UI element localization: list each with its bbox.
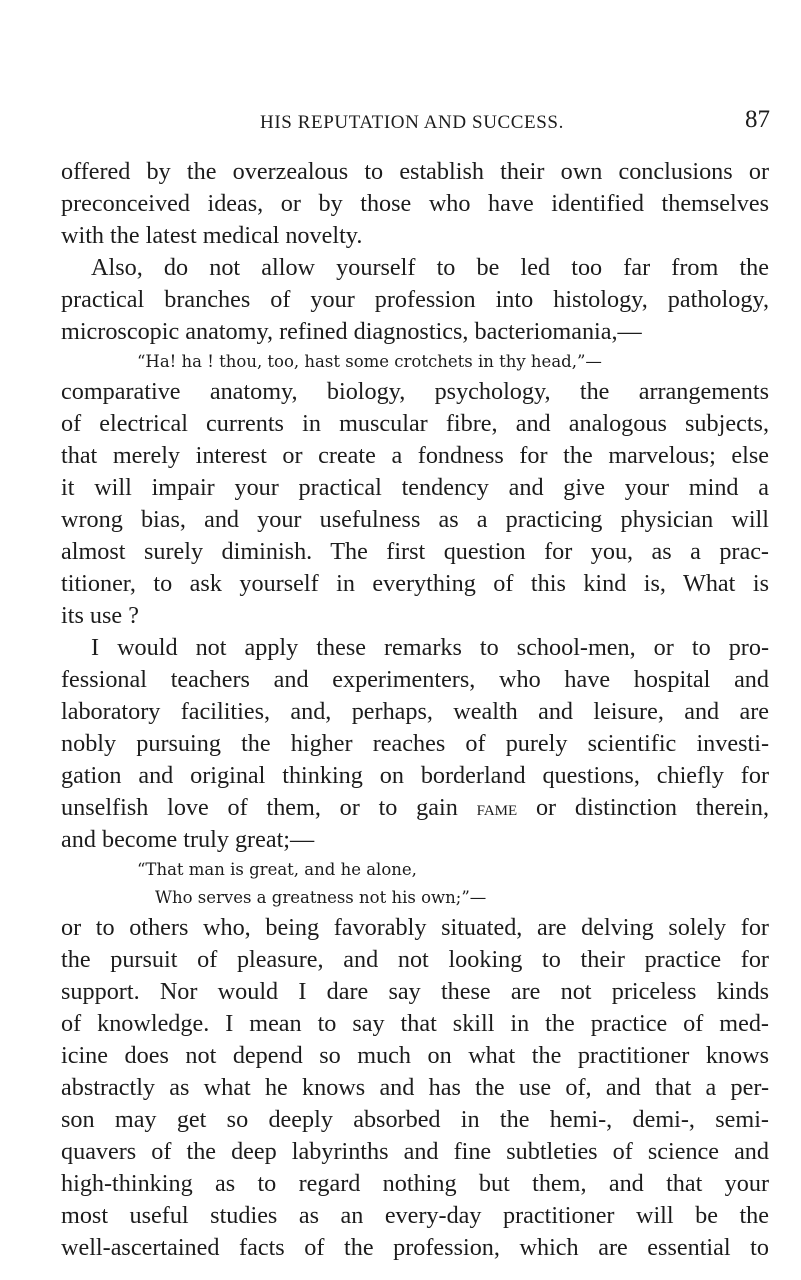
text-line: its use ? [61, 602, 139, 629]
text-line: of knowledge. I mean to say that skill in the practice of med- [61, 1010, 769, 1037]
text-segment: unselfish love of them, or to gain [61, 794, 458, 821]
text-line: wrong bias, and your usefulness as a practicing physician will [61, 506, 769, 533]
text-line: most useful studies as an every-day practitioner will be the [61, 1202, 769, 1229]
text-line: Also, do not allow yourself to be led too far from the [91, 254, 769, 281]
text-line: or to others who, being favorably situated, are delving solely for [61, 914, 769, 941]
text-line: titioner, to ask yourself in everything of this kind is, What is [61, 570, 769, 597]
text-line: it will impair your practical tendency and give your mind a [61, 474, 769, 501]
text-line [61, 792, 769, 824]
text-line: almost surely diminish. The first question for you, as a prac- [61, 538, 769, 565]
text-line: comparative anatomy, biology, psychology, the arrangements [61, 378, 769, 405]
small-caps-word: fame [476, 796, 518, 820]
text-line: nobly pursuing the higher reaches of purely scientific investi- [61, 730, 769, 757]
text-line: abstractly as what he knows and has the use of, and that a per- [61, 1074, 769, 1101]
body-text [61, 156, 769, 1264]
text-line: that merely interest or create a fondness for the marvelous; else [61, 442, 769, 469]
text-line: with the latest medical novelty. [61, 222, 363, 249]
page-number: 87 [745, 106, 770, 133]
text-line: high-thinking as to regard nothing but them, and that your [61, 1170, 769, 1197]
text-line: the pursuit of pleasure, and not looking to their practice for [61, 946, 769, 973]
text-line: practical branches of your profession into histology, pathology, [61, 286, 769, 313]
text-line: son may get so deeply absorbed in the hemi-, demi-, semi- [61, 1106, 769, 1133]
verse-quote: “Ha! ha ! thou, too, hast some crotchets in thy head,”— [137, 352, 602, 371]
text-line: gation and original thinking on borderland questions, chiefly for [61, 762, 769, 789]
text-segment: or distinction therein, [535, 794, 769, 821]
text-line: quavers of the deep labyrinths and fine subtleties of science and [61, 1138, 769, 1165]
text-line: icine does not depend so much on what the practitioner knows [61, 1042, 769, 1069]
text-line: well-ascertained facts of the profession, which are essential to [61, 1234, 769, 1261]
text-line: fessional teachers and experimenters, who have hospital and [61, 666, 769, 693]
text-line: laboratory facilities, and, perhaps, wealth and leisure, and are [61, 698, 769, 725]
text-line: support. Nor would I dare say these are not priceless kinds [61, 978, 769, 1005]
verse-quote-line: “That man is great, and he alone, [137, 860, 417, 879]
text-line: microscopic anatomy, refined diagnostics, bacteriomania,— [61, 318, 642, 345]
text-line: offered by the overzealous to establish their own conclusions or [61, 158, 769, 185]
text-line: and become truly great;— [61, 826, 315, 853]
text-line: I would not apply these remarks to school-men, or to pro- [91, 634, 769, 661]
verse-quote-line: Who serves a greatness not his own;”— [155, 888, 487, 907]
running-head: HIS REPUTATION AND SUCCESS. [260, 112, 564, 133]
text-line: of electrical currents in muscular fibre, and analogous subjects, [61, 410, 769, 437]
text-line: preconceived ideas, or by those who have identified themselves [61, 190, 769, 217]
